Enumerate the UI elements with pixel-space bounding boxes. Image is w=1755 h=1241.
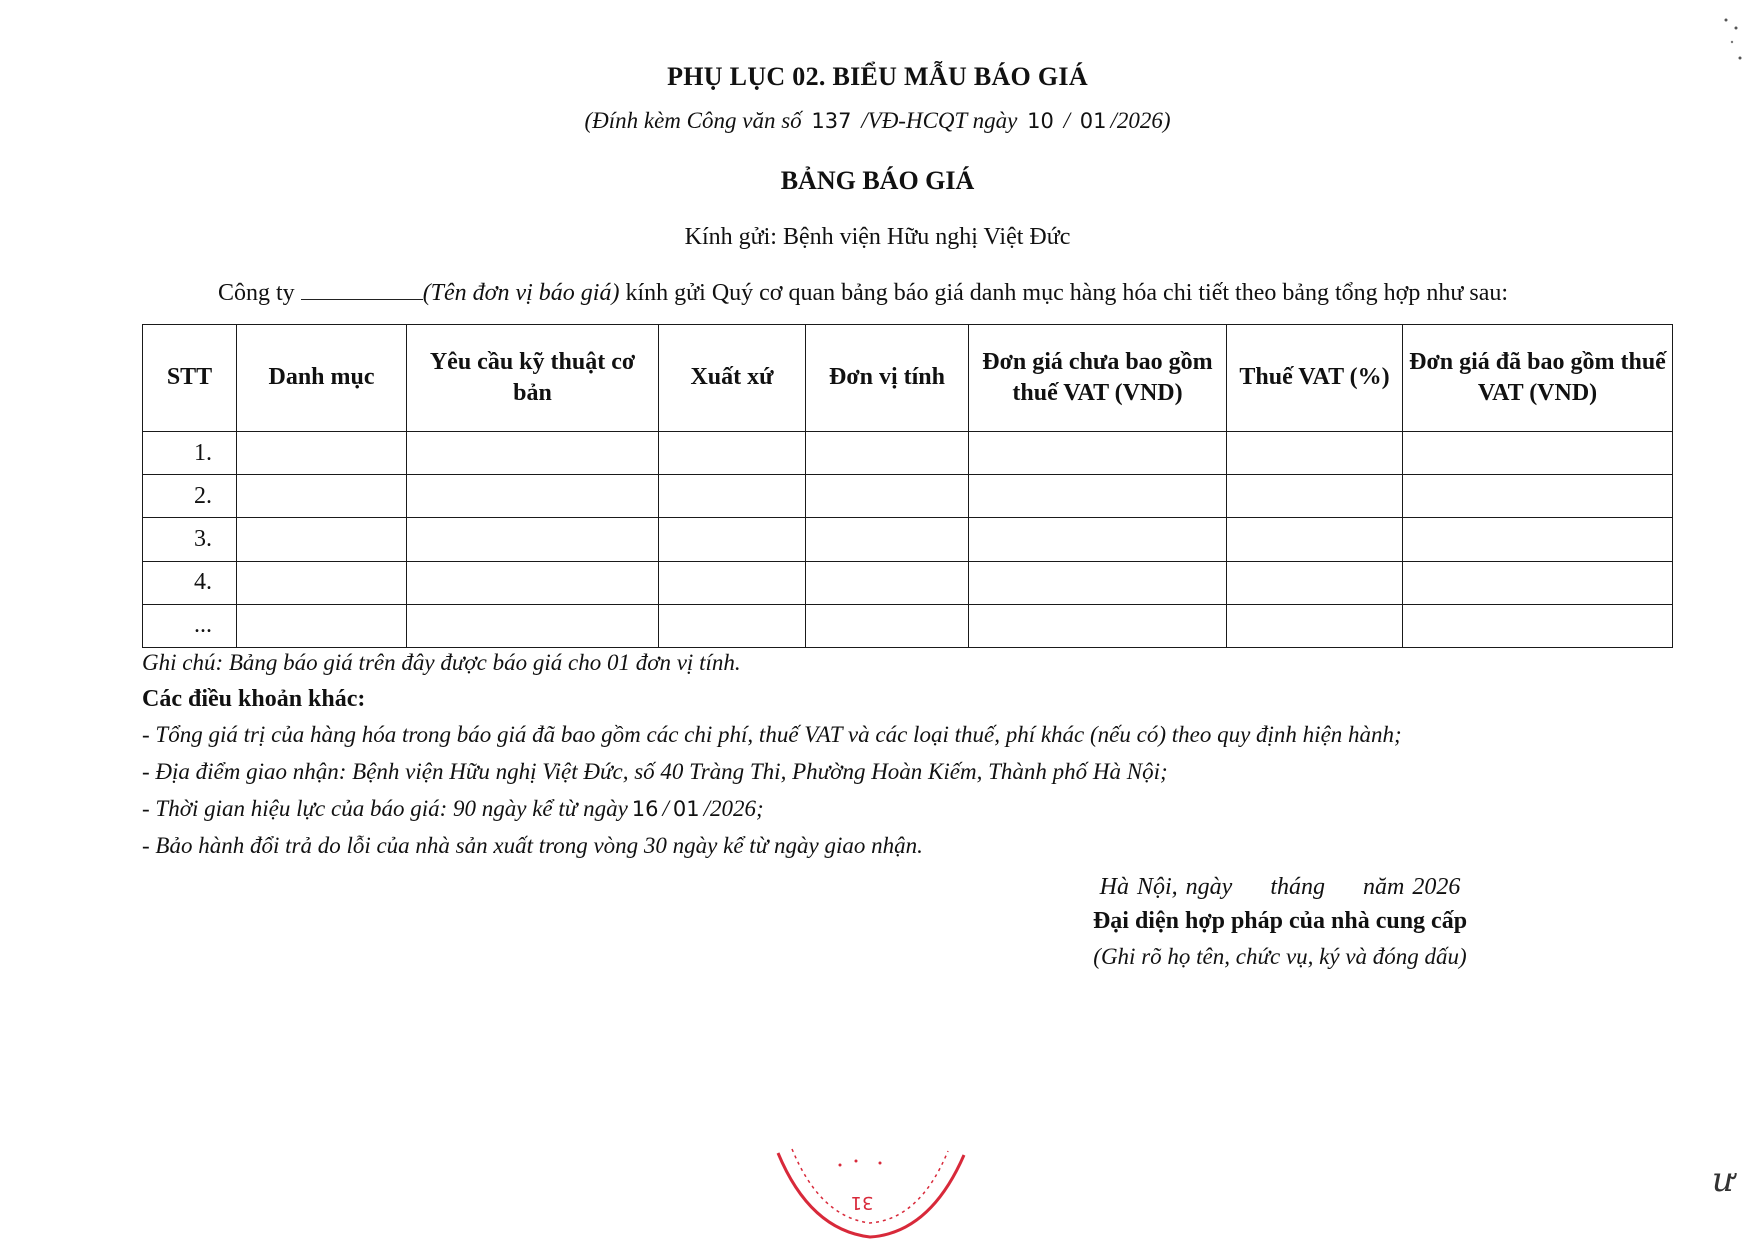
cell-unit (806, 518, 969, 561)
cell-tech (407, 432, 659, 475)
cell-category (237, 475, 407, 518)
cell-vat (1227, 604, 1403, 647)
attachment-reference (0, 108, 1755, 134)
handwritten-doc-number: 137 (811, 109, 852, 133)
year-suffix: /2026) (1110, 108, 1171, 133)
cell-category (237, 604, 407, 647)
row-number: 1. (143, 432, 237, 475)
quote-table (142, 324, 1673, 648)
cell-price-incl (1403, 604, 1673, 647)
table-row (143, 604, 1673, 647)
cell-price-excl (969, 475, 1227, 518)
attachment-prefix: (Đính kèm Công văn số (584, 108, 802, 133)
signature-year-label: năm 2026 (1363, 874, 1461, 900)
company-label: Công ty (218, 280, 295, 306)
cell-unit (806, 475, 969, 518)
row-number: 4. (143, 561, 237, 604)
cell-price-excl (969, 518, 1227, 561)
handwritten-month: 01 (1079, 109, 1107, 133)
cell-tech (407, 604, 659, 647)
table-row (143, 518, 1673, 561)
attachment-mid: /VĐ-HCQT ngày (861, 108, 1018, 133)
handwritten-validity-day: 16 (631, 797, 659, 821)
table-header-row (143, 325, 1673, 432)
header-price-incl-vat: Đơn giá đã bao gồm thuế VAT (VND) (1403, 325, 1673, 432)
cell-price-incl (1403, 475, 1673, 518)
company-name-blank (301, 281, 423, 300)
cell-price-incl (1403, 432, 1673, 475)
date-separator: / (1063, 108, 1070, 133)
signature-place: Hà Nội, ngày (1099, 874, 1233, 900)
signature-month-label: tháng (1270, 874, 1325, 900)
document-title: PHỤ LỤC 02. BIỂU MẪU BÁO GIÁ (667, 62, 1088, 91)
cell-price-incl (1403, 561, 1673, 604)
cell-vat (1227, 475, 1403, 518)
other-terms-title: Các điều khoản khác: (142, 686, 366, 712)
cell-category (237, 518, 407, 561)
cell-origin (659, 604, 806, 647)
cell-price-incl (1403, 518, 1673, 561)
cell-vat (1227, 518, 1403, 561)
cell-origin (659, 475, 806, 518)
header-vat-rate: Thuế VAT (%) (1227, 325, 1403, 432)
intro-text: kính gửi Quý cơ quan bảng báo giá danh mục hàng hóa chi tiết theo bảng tổng hợp như sau: (625, 280, 1509, 306)
cell-unit (806, 432, 969, 475)
handwritten-day: 10 (1027, 109, 1054, 133)
validity-separator: / (662, 796, 669, 821)
cell-origin (659, 432, 806, 475)
cell-price-excl (969, 604, 1227, 647)
cell-origin (659, 561, 806, 604)
cell-category (237, 432, 407, 475)
handwritten-validity-month: 01 (672, 797, 700, 821)
table-row (143, 475, 1673, 518)
red-stamp-mark (770, 1125, 970, 1241)
header-category: Danh mục (237, 325, 407, 432)
term-validity-text: - Thời gian hiệu lực của báo giá: 90 ngày kể từ ngày (142, 796, 628, 821)
cell-price-excl (969, 561, 1227, 604)
term-item (142, 796, 1402, 833)
company-placeholder: (Tên đơn vị báo giá) (422, 280, 620, 306)
signature-title: Đại diện hợp pháp của nhà cung cấp (1092, 908, 1468, 934)
stamp-number: 31 (850, 1192, 874, 1213)
validity-suffix: /2026; (703, 796, 764, 821)
cell-tech (407, 475, 659, 518)
header-tech-requirements: Yêu cầu kỹ thuật cơ bản (407, 325, 659, 432)
signature-date-line (1040, 874, 1520, 901)
term-item: - Tổng giá trị của hàng hóa trong báo giá đã bao gồm các chi phí, thuế VAT và các loại thuế, phí khác (nếu có) theo quy định hiện hành; (142, 722, 1402, 747)
signature-note: (Ghi rõ họ tên, chức vụ, ký và đóng dấu) (1093, 944, 1467, 969)
table-row (143, 432, 1673, 475)
header-unit: Đơn vị tính (806, 325, 969, 432)
terms-list (142, 722, 1402, 870)
cell-category (237, 561, 407, 604)
intro-paragraph (218, 280, 1508, 307)
scan-dots (1718, 12, 1748, 72)
cell-vat (1227, 561, 1403, 604)
quote-table-heading: BẢNG BÁO GIÁ (780, 166, 975, 195)
cell-vat (1227, 432, 1403, 475)
header-origin: Xuất xứ (659, 325, 806, 432)
cell-origin (659, 518, 806, 561)
cell-price-excl (969, 432, 1227, 475)
cell-tech (407, 518, 659, 561)
cell-unit (806, 561, 969, 604)
corner-initial-mark: ư (1712, 1160, 1734, 1200)
cell-tech (407, 561, 659, 604)
recipient-line: Kính gửi: Bệnh viện Hữu nghị Việt Đức (684, 224, 1071, 250)
row-number: 2. (143, 475, 237, 518)
header-stt: STT (143, 325, 237, 432)
row-number: ... (143, 604, 237, 647)
term-item: - Địa điểm giao nhận: Bệnh viện Hữu nghị Việt Đức, số 40 Tràng Thi, Phường Hoàn Kiếm, Thành phố Hà Nội; (142, 759, 1168, 784)
table-row (143, 561, 1673, 604)
term-item: - Bảo hành đổi trả do lỗi của nhà sản xuất trong vòng 30 ngày kể từ ngày giao nhận. (142, 833, 923, 858)
cell-unit (806, 604, 969, 647)
table-note: Ghi chú: Bảng báo giá trên đây được báo giá cho 01 đơn vị tính. (142, 650, 741, 675)
header-price-excl-vat: Đơn giá chưa bao gồm thuế VAT (VND) (969, 325, 1227, 432)
row-number: 3. (143, 518, 237, 561)
